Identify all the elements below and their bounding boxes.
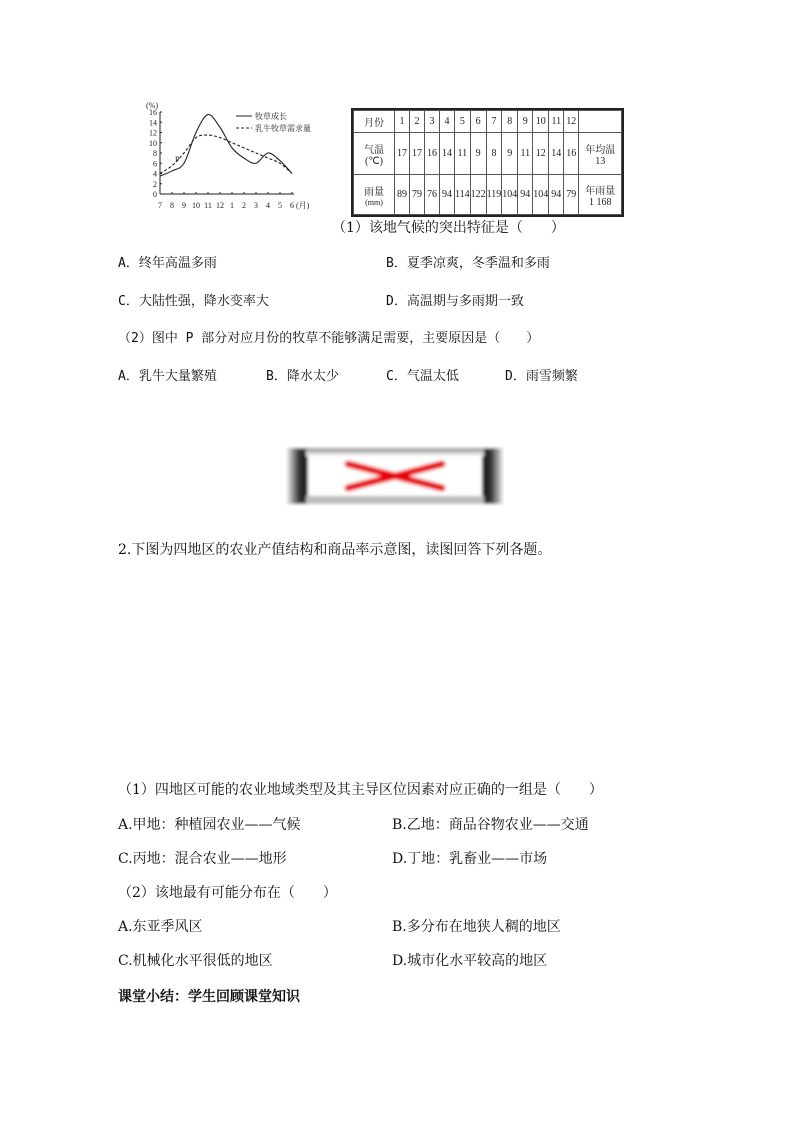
option-2b: B．降水太少 (266, 369, 339, 384)
section-2-intro: 2.下图为四地区的农业产值结构和商品率示意图，读图回答下列各题。 (118, 542, 552, 558)
annual-rainfall (579, 175, 622, 215)
option-2a: A．乳牛大量繁殖 (118, 369, 217, 384)
temperature-cell: 16 (564, 133, 579, 175)
y-tick-label: 12 (149, 128, 157, 138)
point-label-p: P (175, 155, 180, 164)
y-tick-label: 14 (149, 118, 157, 128)
month-cell: 6 (470, 111, 486, 133)
rainfall-label (354, 175, 395, 215)
temperature-cell: 11 (518, 133, 533, 175)
section-2-option-2a: A.东亚季风区 (118, 919, 203, 935)
section-2-option-1c: C.丙地：混合农业——地形 (118, 851, 287, 867)
rainfall-label-line2: (mm) (365, 197, 383, 207)
temperature-cell: 8 (486, 133, 502, 175)
y-tick-label: 10 (149, 138, 157, 148)
empty-cell (579, 111, 622, 133)
class-summary: 课堂小结：学生回顾课堂知识 (118, 989, 300, 1005)
climate-table (353, 110, 622, 215)
section-2-option-2d: D.城市化水平较高的地区 (392, 953, 548, 969)
legend-label-growth: 牧草成长 (255, 112, 287, 121)
month-cell: 5 (455, 111, 471, 133)
x-tick-label: 5 (278, 201, 282, 210)
rainfall-cell: 104 (502, 175, 518, 215)
x-tick-label: 3 (254, 201, 258, 210)
x-tick-label: 9 (182, 201, 186, 210)
x-tick-label: 7 (158, 201, 162, 210)
rainfall-cell: 104 (533, 175, 549, 215)
annual-rainfall-label: 年雨量 (585, 185, 616, 197)
temperature-cell: 14 (549, 133, 564, 175)
section-2-option-1b: B.乙地：商品谷物农业——交通 (392, 817, 589, 833)
legend-label-demand: 乳牛牧草需求量 (255, 124, 311, 133)
table-row-rainfall (354, 175, 622, 215)
question-2-stem: （2）图中 P 部分对应月份的牧草不能够满足需要，主要原因是（ ） (118, 331, 540, 346)
temperature-label (354, 133, 395, 175)
x-tick-label: 8 (170, 201, 174, 210)
temperature-cell: 12 (533, 133, 549, 175)
month-label: 月份 (354, 111, 395, 133)
annual-temperature-label: 年均温 (585, 144, 616, 156)
rainfall-cell: 79 (564, 175, 579, 215)
option-1c: C．大陆性强，降水变率大 (118, 294, 269, 309)
y-tick-label: 8 (153, 149, 157, 158)
annual-rainfall-value: 1 168 (589, 196, 612, 208)
section-2-option-1d: D.丁地：乳畜业——市场 (392, 851, 548, 867)
annual-temperature (579, 133, 622, 175)
x-tick-label: 2 (242, 201, 246, 210)
x-axis-unit: (月) (296, 201, 310, 210)
month-cell: 8 (502, 111, 518, 133)
section-2-option-1a: A.甲地：种植园农业——气候 (118, 817, 301, 833)
month-cell: 10 (533, 111, 549, 133)
month-cell: 7 (486, 111, 502, 133)
option-1a: A．终年高温多雨 (118, 256, 217, 271)
x-tick-label: 11 (204, 201, 212, 210)
question-1-stem: （1）该地气候的突出特征是（ ） (332, 220, 565, 236)
annual-temperature-value: 13 (595, 155, 606, 167)
temperature-cell: 17 (395, 133, 410, 175)
rainfall-cell: 94 (440, 175, 455, 215)
temperature-cell: 9 (470, 133, 486, 175)
y-tick-label: 16 (149, 108, 157, 117)
x-tick-label: 12 (216, 201, 224, 210)
section-2-question-2-stem: （2）该地最有可能分布在（ ） (118, 885, 337, 901)
month-cell: 2 (410, 111, 425, 133)
pasture-line-chart (140, 98, 315, 218)
table-row-temperature (354, 133, 622, 175)
temperature-label-line1: 气温 (364, 144, 384, 156)
y-tick-label: 0 (153, 190, 157, 199)
section-2-question-1-stem: （1）四地区可能的农业地域类型及其主导区位因素对应正确的一组是（ ） (118, 782, 603, 798)
y-tick-label: 4 (153, 169, 157, 179)
x-tick-label: 1 (230, 201, 234, 210)
y-tick-label: 6 (153, 159, 157, 169)
month-cell: 4 (440, 111, 455, 133)
rainfall-cell: 94 (549, 175, 564, 215)
month-cell: 9 (518, 111, 533, 133)
month-cell: 11 (549, 111, 564, 133)
temperature-cell: 17 (410, 133, 425, 175)
rainfall-cell: 76 (425, 175, 440, 215)
y-axis-unit: (%) (146, 101, 158, 110)
x-tick-label: 4 (266, 201, 270, 210)
rainfall-cell: 79 (410, 175, 425, 215)
option-2c: C．气温太低 (386, 369, 459, 384)
temperature-cell: 9 (502, 133, 518, 175)
broken-image-placeholder-icon (286, 446, 504, 506)
section-2-option-2b: B.多分布在地狭人稠的地区 (392, 919, 561, 935)
rainfall-cell: 114 (455, 175, 471, 215)
section-2-option-2c: C.机械化水平很低的地区 (118, 953, 273, 969)
rainfall-label-line1: 雨量 (364, 186, 384, 198)
option-1d: D．高温期与多雨期一致 (386, 294, 524, 309)
y-tick-label: 2 (153, 179, 157, 189)
table-row-months (354, 111, 622, 133)
month-cell: 1 (395, 111, 410, 133)
option-2d: D．雨雪频繁 (505, 369, 578, 384)
rainfall-cell: 89 (395, 175, 410, 215)
temperature-label-line2: (℃) (365, 155, 383, 167)
option-1b: B．夏季凉爽，冬季温和多雨 (386, 256, 550, 271)
x-tick-label: 6 (290, 201, 294, 210)
rainfall-cell: 94 (518, 175, 533, 215)
temperature-cell: 16 (425, 133, 440, 175)
rainfall-cell: 119 (486, 175, 502, 215)
month-cell: 12 (564, 111, 579, 133)
month-cell: 3 (425, 111, 440, 133)
rainfall-cell: 122 (470, 175, 486, 215)
x-tick-label: 10 (192, 201, 200, 210)
temperature-cell: 11 (455, 133, 471, 175)
temperature-cell: 14 (440, 133, 455, 175)
